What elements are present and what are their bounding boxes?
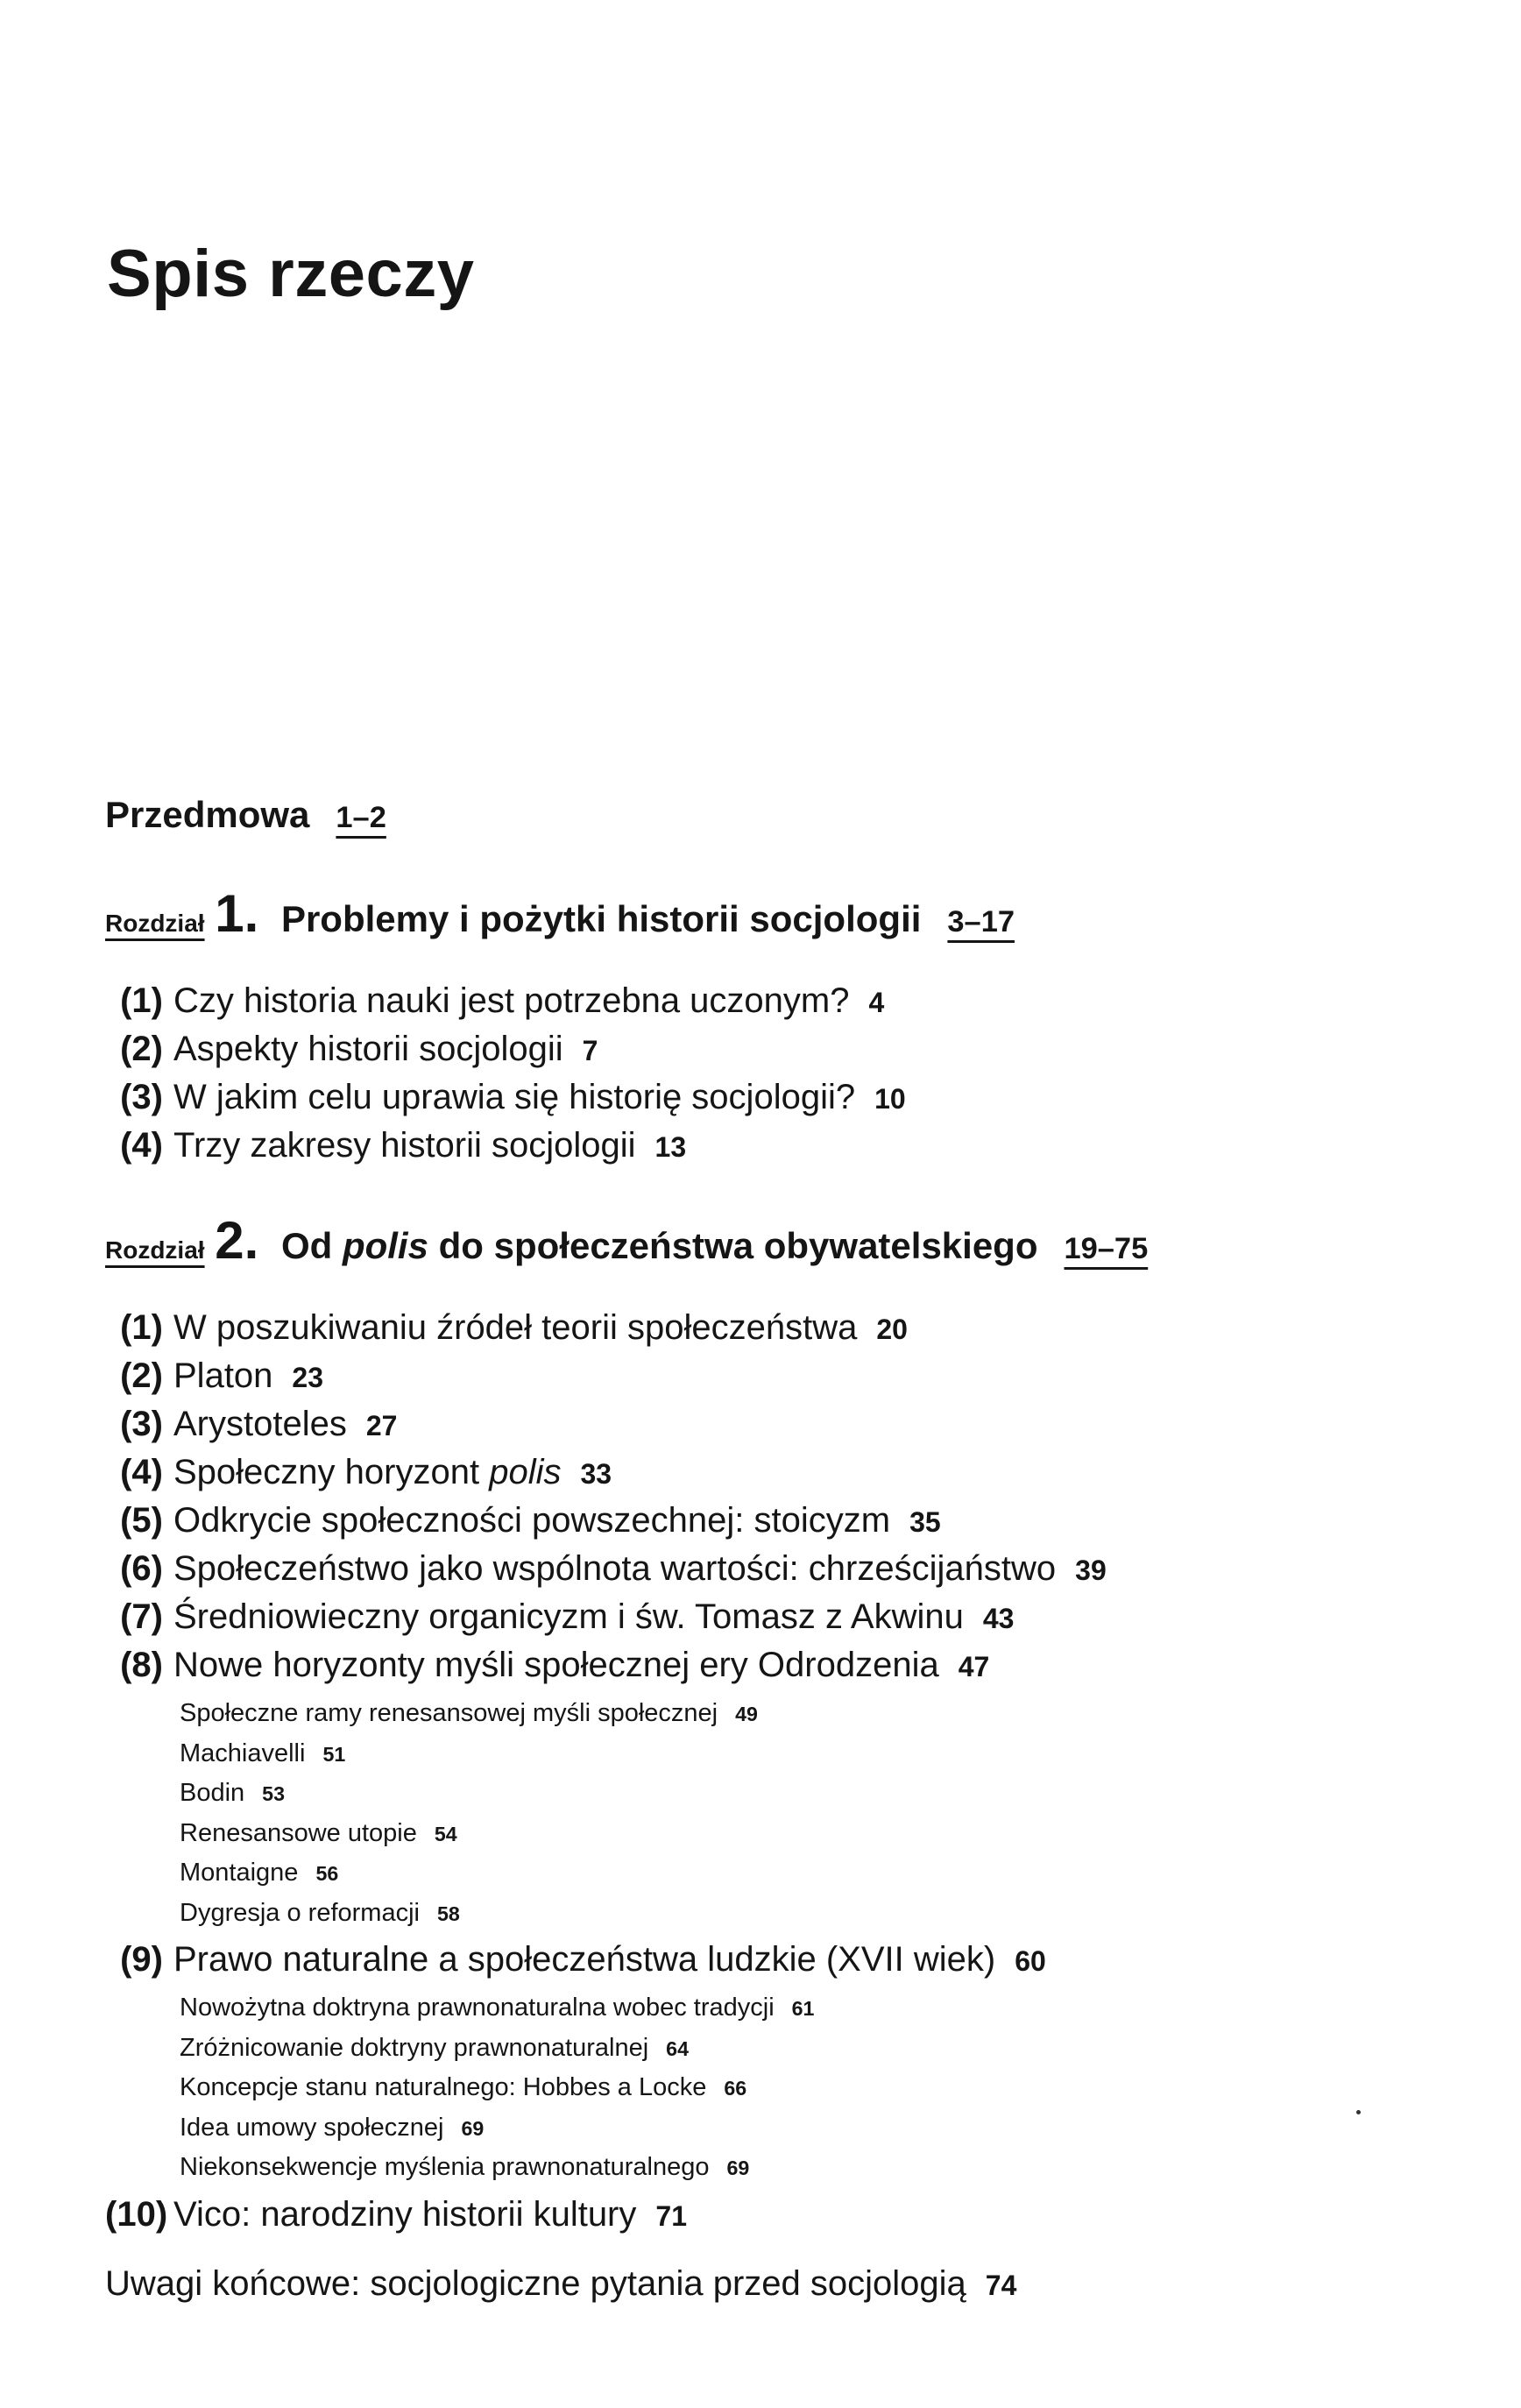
subsection-page: 51	[322, 1742, 346, 1766]
subsection-list	[105, 1988, 1472, 2188]
section-title-italic: polis	[489, 1453, 562, 1491]
section-entry	[105, 978, 1472, 1026]
section-number: (7)	[120, 1597, 163, 1636]
section-title: Arystoteles	[173, 1405, 347, 1443]
subsection-page: 53	[262, 1782, 285, 1805]
section-page: 10	[874, 1083, 906, 1115]
chapter-label: Rozdział	[105, 910, 205, 937]
subsection-page: 69	[726, 2157, 750, 2179]
page-title: Spis rzeczy	[107, 236, 475, 311]
chapter-number: 1	[215, 884, 244, 943]
section-title: Odkrycie społeczności powszechnej: stoicyzm	[173, 1501, 891, 1540]
section-title: Prawo naturalne a społeczeństwa ludzkie (XVII wiek)	[173, 1940, 996, 1979]
subsection-page: 49	[735, 1703, 758, 1725]
section-page: 20	[876, 1314, 908, 1345]
preface-entry	[105, 789, 1472, 844]
section-page: 13	[654, 1131, 687, 1163]
section-entry	[105, 1026, 1472, 1074]
section-title: Średniowieczny organicyzm i św. Tomasz z Akwinu	[173, 1597, 964, 1636]
subsection-entry	[180, 1774, 1472, 1814]
subsection-title: Renesansowe utopie	[180, 1818, 417, 1847]
section-entry	[105, 1353, 1472, 1401]
section-entry	[105, 1401, 1472, 1449]
section-page: 33	[580, 1458, 612, 1490]
section-title: W jakim celu uprawia się historię socjologii?	[173, 1078, 856, 1116]
subsection-page: 61	[791, 1997, 815, 2020]
section-number: (8)	[120, 1646, 163, 1684]
subsection-title: Społeczne ramy renesansowej myśli społecznej	[180, 1699, 718, 1727]
chapter-heading: Rozdział 1. Problemy i pożytki historii socjologii 3–17	[105, 884, 1015, 943]
section-entry	[105, 2192, 1472, 2240]
section-entry	[105, 1305, 1472, 1353]
section-number: (9)	[120, 1940, 163, 1979]
chapter-title-italic: polis	[342, 1225, 428, 1266]
section-number: (1)	[120, 981, 163, 1020]
section-number: (3)	[120, 1078, 163, 1116]
section-title: Aspekty historii socjologii	[173, 1030, 563, 1068]
subsection-page: 64	[666, 2036, 689, 2060]
section-entry	[105, 1937, 1472, 1985]
section-page: 27	[365, 1410, 398, 1441]
preface-pages: 1–2	[336, 801, 386, 834]
section-entry	[105, 1074, 1472, 1123]
subsection-page: 69	[461, 2116, 485, 2140]
section-number: (3)	[120, 1405, 163, 1443]
section-page: 43	[982, 1603, 1015, 1634]
section-page: 47	[958, 1651, 990, 1682]
subsection-entry	[180, 1694, 1472, 1734]
section-title: Vico: narodziny historii kultury	[173, 2194, 637, 2234]
section-title: Społeczeństwo jako wspólnota wartości: chrześcijaństwo	[173, 1549, 1057, 1588]
subsection-title: Idea umowy społecznej	[180, 2113, 444, 2142]
subsection-page: 66	[724, 2077, 747, 2100]
section-number: (2)	[120, 1030, 163, 1068]
section-entry	[105, 1546, 1472, 1594]
section-entry	[105, 1498, 1472, 1546]
subsection-entry	[180, 2108, 1472, 2149]
subsection-entry	[180, 2029, 1472, 2069]
chapter-heading: Rozdział 2. Od polis do społeczeństwa obywatelskiego 19–75	[105, 1211, 1149, 1270]
subsection-title: Montaigne	[180, 1859, 299, 1887]
section-page: 60	[1015, 1945, 1046, 1977]
section-number: (6)	[120, 1549, 163, 1588]
section-entry	[105, 1449, 1472, 1498]
scan-speck	[1356, 2110, 1361, 2114]
section-title: Czy historia nauki jest potrzebna uczonym?	[173, 981, 850, 1020]
section-number: (5)	[120, 1501, 163, 1540]
section-entry	[105, 1642, 1472, 1690]
chapter-title: Problemy i pożytki historii socjologii	[280, 898, 922, 939]
subsection-list	[105, 1694, 1472, 1933]
chapter-title-part: do społeczeństwa obywatelskiego	[438, 1225, 1038, 1266]
table-of-contents	[105, 789, 1472, 2309]
section-number: (4)	[120, 1453, 163, 1491]
chapter-number: 2	[215, 1211, 244, 1270]
final-remarks-entry	[105, 2261, 1472, 2309]
subsection-entry	[180, 1853, 1472, 1894]
subsection-entry	[180, 1894, 1472, 1934]
subsection-title: Dygresja o reformacji	[180, 1898, 420, 1927]
chapter-pages: 3–17	[947, 905, 1015, 938]
section-number: (4)	[120, 1126, 163, 1165]
section-entry	[105, 1123, 1472, 1171]
section-page: 35	[909, 1506, 941, 1538]
section-title: Społeczny horyzont	[173, 1453, 480, 1491]
chapter-title-part: Od	[280, 1225, 333, 1266]
section-title: Nowe horyzonty myśli społecznej ery Odrodzenia	[173, 1646, 939, 1684]
subsection-title: Zróżnicowanie doktryny prawnonaturalnej	[180, 2033, 649, 2062]
section-number: (2)	[120, 1356, 163, 1395]
subsection-page: 58	[436, 1902, 460, 1925]
chapter-pages: 19–75	[1064, 1232, 1149, 1265]
final-remarks-page: 74	[985, 2269, 1017, 2301]
subsection-entry	[180, 1734, 1472, 1774]
chapter-label: Rozdział	[105, 1236, 205, 1264]
section-page: 39	[1075, 1555, 1107, 1586]
section-title: Trzy zakresy historii socjologii	[173, 1126, 636, 1165]
subsection-entry	[180, 1988, 1472, 2029]
section-title: W poszukiwaniu źródeł teorii społeczeństwa	[173, 1308, 858, 1347]
section-number: (1)	[120, 1308, 163, 1347]
section-page: 7	[582, 1035, 598, 1066]
section-entry	[105, 1594, 1472, 1642]
section-title: Platon	[173, 1356, 273, 1395]
subsection-title: Niekonsekwencje myślenia prawnonaturalnego	[180, 2153, 710, 2181]
subsection-title: Machiavelli	[180, 1739, 306, 1767]
section-page: 4	[868, 987, 885, 1018]
section-page: 71	[655, 2199, 687, 2232]
subsection-entry	[180, 1814, 1472, 1854]
subsection-title: Nowożytna doktryna prawnonaturalna wobec tradycji	[180, 1994, 775, 2022]
preface-label: Przedmowa	[105, 794, 310, 835]
subsection-page: 54	[434, 1822, 457, 1845]
final-remarks-title: Uwagi końcowe: socjologiczne pytania przed socjologią	[105, 2263, 966, 2303]
section-number: (10)	[105, 2194, 168, 2234]
subsection-entry	[180, 2068, 1472, 2108]
section-page: 23	[292, 1362, 324, 1393]
subsection-page: 56	[315, 1862, 339, 1885]
subsection-entry	[180, 2148, 1472, 2188]
subsection-title: Koncepcje stanu naturalnego: Hobbes a Locke	[180, 2073, 707, 2101]
subsection-title: Bodin	[180, 1779, 245, 1807]
